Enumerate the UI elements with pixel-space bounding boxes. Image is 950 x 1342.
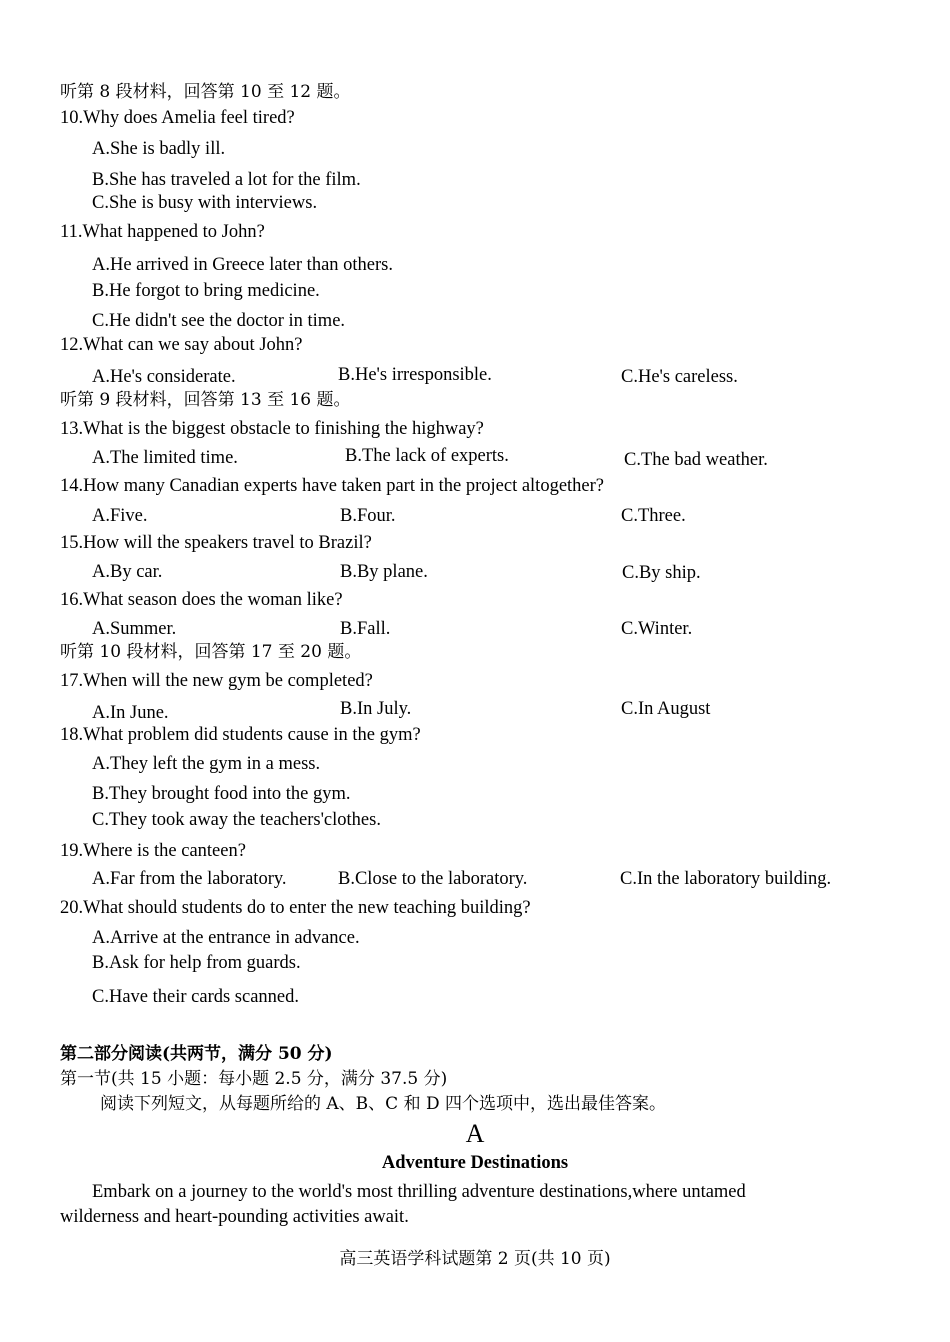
option-14-a: A.Five. <box>92 506 148 526</box>
option-15-a: A.By car. <box>92 562 163 582</box>
option-18-c: C.They took away the teachers'clothes. <box>92 810 381 830</box>
section-heading-10: 听第 10 段材料，回答第 17 至 20 题。 <box>60 642 362 662</box>
question-12: 12.What can we say about John? <box>60 335 303 355</box>
option-19-b: B.Close to the laboratory. <box>338 869 528 889</box>
question-17: 17.When will the new gym be completed? <box>60 671 373 691</box>
option-17-a: A.In June. <box>92 703 169 723</box>
question-11: 11.What happened to John? <box>60 222 265 242</box>
option-11-c: C.He didn't see the doctor in time. <box>92 311 346 331</box>
option-20-a: A.Arrive at the entrance in advance. <box>92 928 360 948</box>
option-18-a: A.They left the gym in a mess. <box>92 754 321 774</box>
option-20-c: C.Have their cards scanned. <box>92 987 300 1007</box>
option-13-b: B.The lack of experts. <box>345 446 509 466</box>
option-10-b: B.She has traveled a lot for the film. <box>92 170 361 190</box>
option-19-a: A.Far from the laboratory. <box>92 869 287 889</box>
part2-title: 第二部分阅读(共两节，满分 50 分) <box>60 1044 333 1064</box>
option-12-a: A.He's considerate. <box>92 367 236 387</box>
option-11-a: A.He arrived in Greece later than others. <box>92 255 393 275</box>
option-12-b: B.He's irresponsible. <box>338 365 492 385</box>
question-14: 14.How many Canadian experts have taken part in the project altogether? <box>60 476 605 496</box>
option-10-a: A.She is badly ill. <box>92 139 226 159</box>
option-16-c: C.Winter. <box>621 619 693 639</box>
option-19-c: C.In the laboratory building. <box>620 869 832 889</box>
option-17-b: B.In July. <box>340 699 412 719</box>
question-15: 15.How will the speakers travel to Brazil? <box>60 533 372 553</box>
option-16-a: A.Summer. <box>92 619 177 639</box>
question-20: 20.What should students do to enter the new teaching building? <box>60 898 531 918</box>
section-heading-9: 听第 9 段材料，回答第 13 至 16 题。 <box>60 390 351 410</box>
passage-letter: A <box>465 1119 485 1148</box>
part2-section1: 第一节(共 15 小题：每小题 2.5 分，满分 37.5 分) <box>60 1069 448 1089</box>
question-16: 16.What season does the woman like? <box>60 590 343 610</box>
option-20-b: B.Ask for help from guards. <box>92 953 301 973</box>
section-heading-8: 听第 8 段材料，回答第 10 至 12 题。 <box>60 82 351 102</box>
question-18: 18.What problem did students cause in the gym? <box>60 725 421 745</box>
option-16-b: B.Fall. <box>340 619 391 639</box>
option-13-a: A.The limited time. <box>92 448 238 468</box>
question-19: 19.Where is the canteen? <box>60 841 246 861</box>
option-17-c: C.In August <box>621 699 711 719</box>
option-13-c: C.The bad weather. <box>624 450 768 470</box>
question-13: 13.What is the biggest obstacle to finishing the highway? <box>60 419 484 439</box>
page-footer: 高三英语学科试题第 2 页(共 10 页) <box>339 1249 611 1269</box>
passage-paragraph-line-2: wilderness and heart-pounding activities await. <box>60 1207 409 1227</box>
passage-paragraph-line-1: Embark on a journey to the world's most thrilling adventure destinations,where untamed <box>92 1182 746 1202</box>
part2-instruction: 阅读下列短文，从每题所给的 A、B、C 和 D 四个选项中，选出最佳答案。 <box>100 1094 667 1114</box>
option-14-b: B.Four. <box>340 506 396 526</box>
question-10: 10.Why does Amelia feel tired? <box>60 108 295 128</box>
option-15-b: B.By plane. <box>340 562 428 582</box>
option-14-c: C.Three. <box>621 506 686 526</box>
option-18-b: B.They brought food into the gym. <box>92 784 351 804</box>
option-15-c: C.By ship. <box>622 563 701 583</box>
option-12-c: C.He's careless. <box>621 367 738 387</box>
option-11-b: B.He forgot to bring medicine. <box>92 281 320 301</box>
passage-title: Adventure Destinations <box>381 1153 569 1173</box>
option-10-c: C.She is busy with interviews. <box>92 193 318 213</box>
